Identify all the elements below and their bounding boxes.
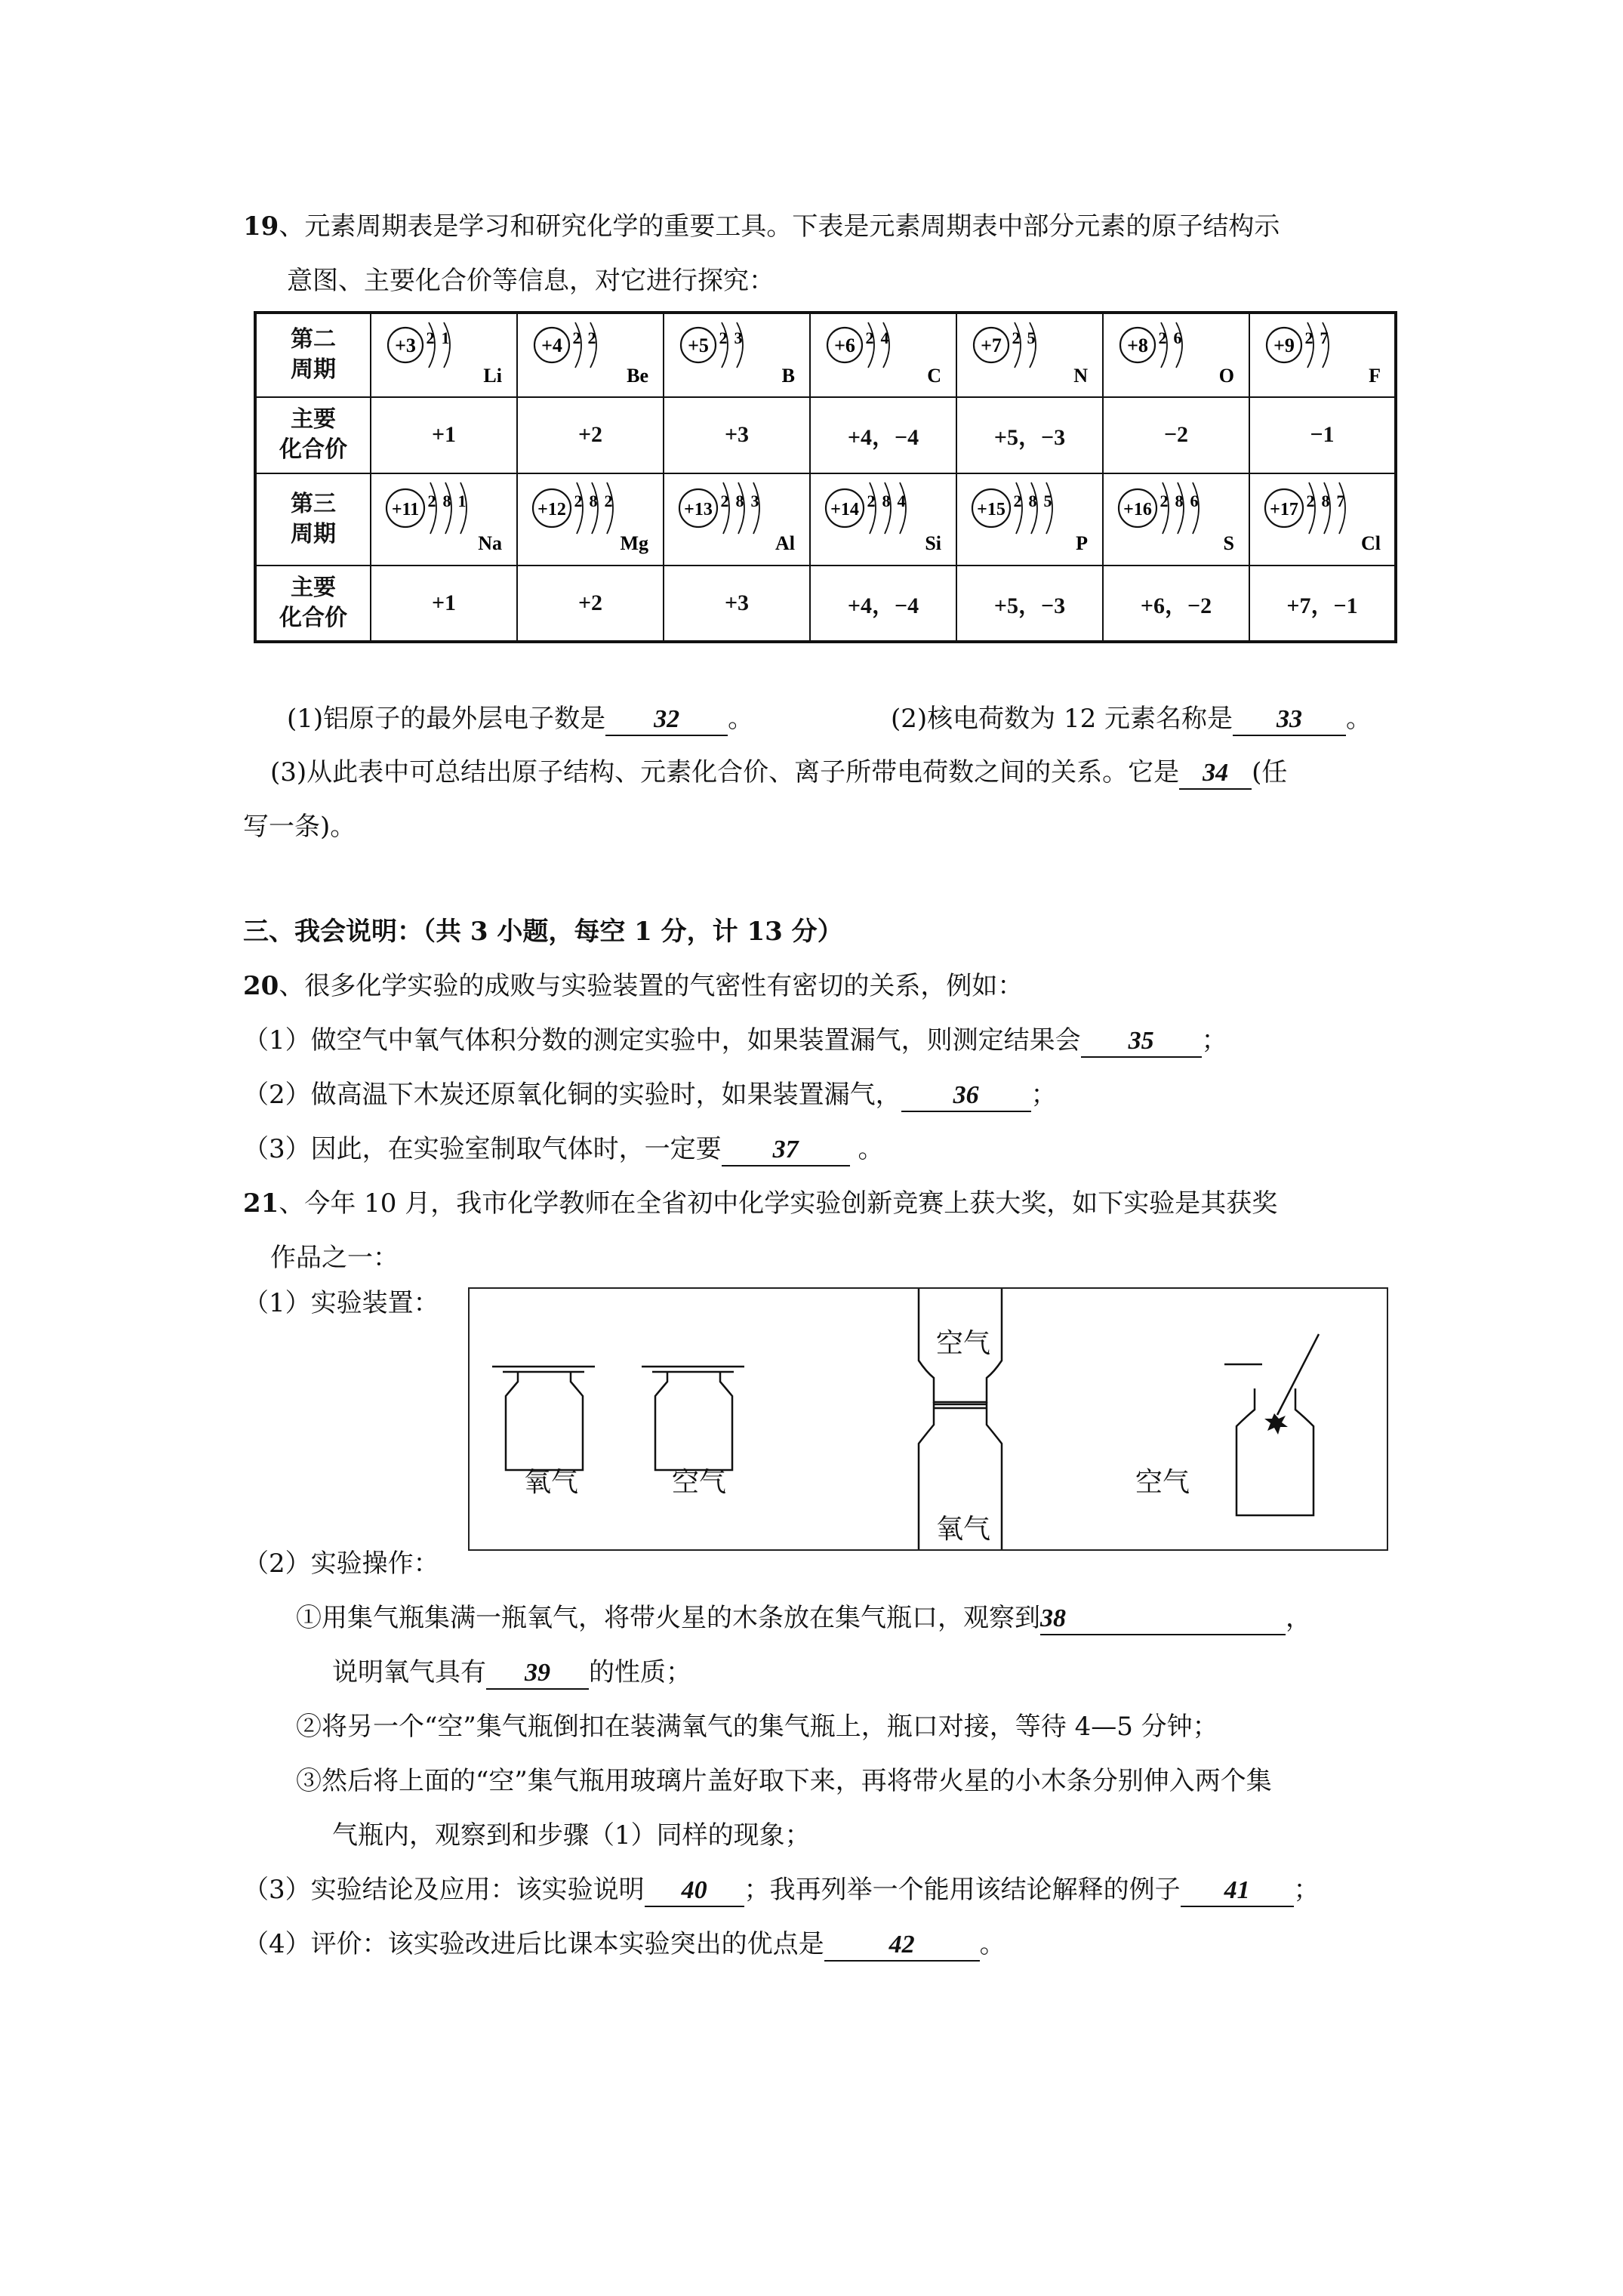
apparatus-drawing xyxy=(470,1289,1387,1549)
nucleus-charge: +15 xyxy=(977,500,1006,520)
gas-jar-2 xyxy=(642,1367,744,1470)
q20-number: 20 xyxy=(243,971,279,1001)
answer-blank-37[interactable]: 37 xyxy=(722,1135,850,1166)
q19-sub2 xyxy=(891,704,1372,736)
atom-structure-diagram xyxy=(1104,319,1248,391)
element-symbol: O xyxy=(1218,364,1234,387)
atom-cell xyxy=(1249,473,1396,566)
element-symbol: N xyxy=(1073,364,1088,387)
shell-electron-count: 8 xyxy=(442,492,451,511)
shell-electron-count: 2 xyxy=(865,328,874,347)
q21-sub1: （1）实验装置： xyxy=(243,1288,439,1318)
valence-cell: +5，−3 xyxy=(956,566,1103,642)
q19-text-1: 、元素周期表是学习和研究化学的重要工具。下表是元素周期表中部分元素的原子结构示 xyxy=(279,211,1280,242)
apparatus-figure xyxy=(468,1287,1388,1551)
q20-item2 xyxy=(243,1080,1057,1112)
q21-line1 xyxy=(243,1188,1277,1219)
answer-blank-40[interactable]: 40 xyxy=(645,1875,744,1907)
atom-cell xyxy=(371,473,517,566)
atom-structure-diagram xyxy=(812,319,955,391)
shell-electron-count: 8 xyxy=(1028,492,1037,511)
valence-cell: +3 xyxy=(664,566,810,642)
shell-electron-count: 4 xyxy=(880,328,889,347)
jar3-bottom-label: 氧气 xyxy=(936,1514,991,1545)
valence-cell: +3 xyxy=(664,397,810,473)
valence3-row xyxy=(255,566,1396,642)
q21-op1-end: ， xyxy=(1286,1603,1311,1633)
shell-electron-count: 2 xyxy=(1306,492,1314,511)
nucleus-charge: +12 xyxy=(537,500,566,520)
answer-blank-35[interactable]: 35 xyxy=(1081,1026,1202,1058)
shell-electron-count: 8 xyxy=(589,492,598,511)
q21-sub2: （2）实验操作： xyxy=(243,1549,439,1579)
answer-blank-39[interactable]: 39 xyxy=(486,1658,589,1690)
shell-electron-count: 8 xyxy=(735,492,744,511)
shell-electron-count: 1 xyxy=(457,492,467,511)
shell-electron-count: 6 xyxy=(1190,492,1199,511)
atom-structure-diagram xyxy=(519,479,662,559)
q19-sub3-text: (3)从此表中可总结出原子结构、元素化合价、离子所带电荷数之间的关系。它是 xyxy=(270,757,1180,787)
shell-electron-count: 6 xyxy=(1173,328,1182,347)
atom-structure-diagram xyxy=(372,319,516,391)
shell-electron-count: 2 xyxy=(1013,492,1022,511)
shell-electron-count: 1 xyxy=(441,328,450,347)
nucleus-charge: +5 xyxy=(688,334,709,356)
q20-item2-text: （2）做高温下木炭还原氧化铜的实验时，如果装置漏气， xyxy=(243,1080,901,1110)
nucleus-charge: +6 xyxy=(834,334,855,356)
atom-structure-diagram xyxy=(958,319,1101,391)
period3-row xyxy=(255,473,1396,566)
element-symbol: Cl xyxy=(1360,532,1381,555)
q20-text: 、很多化学实验的成败与实验装置的气密性有密切的关系，例如： xyxy=(279,971,1024,1001)
nucleus-charge: +11 xyxy=(391,500,420,520)
q20-line xyxy=(243,971,1023,1001)
atom-cell xyxy=(810,473,956,566)
valence-cell: +1 xyxy=(371,566,517,642)
valence-cell: −1 xyxy=(1249,397,1396,473)
atom-cell xyxy=(664,473,810,566)
element-symbol: P xyxy=(1076,532,1088,555)
nucleus-charge: +9 xyxy=(1273,334,1295,356)
q21-sub4-text: （4）评价：该实验改进后比课本实验突出的优点是 xyxy=(243,1929,824,1959)
answer-blank-32[interactable]: 32 xyxy=(605,704,728,736)
q21-sub4 xyxy=(243,1929,1006,1962)
jar1-label: 氧气 xyxy=(524,1467,579,1498)
q19-sub2-text: (2)核电荷数为 12 元素名称是 xyxy=(891,704,1233,734)
atom-cell xyxy=(517,313,664,397)
q20-item3-end: 。 xyxy=(849,1134,884,1164)
answer-blank-38[interactable]: 38 xyxy=(1040,1604,1286,1635)
element-symbol: C xyxy=(927,364,941,387)
shell-electron-count: 5 xyxy=(1043,492,1052,511)
nucleus-charge: +7 xyxy=(981,334,1002,356)
nucleus-charge: +14 xyxy=(830,500,859,520)
q19-number: 19 xyxy=(243,211,279,242)
atom-structure-diagram xyxy=(1251,319,1394,391)
shell-electron-count: 2 xyxy=(720,492,729,511)
shell-electron-count: 5 xyxy=(1027,328,1036,347)
valence-cell: +5，−3 xyxy=(956,397,1103,473)
jar4-label: 空气 xyxy=(1135,1467,1190,1498)
q20-item3-text: （3）因此，在实验室制取气体时，一定要 xyxy=(243,1134,722,1164)
q21-op1b-text: 说明氧气具有 xyxy=(332,1657,486,1687)
nucleus-charge: +3 xyxy=(395,334,416,356)
q21-sub3-text: （3）实验结论及应用：该实验说明 xyxy=(243,1875,645,1905)
shell-electron-count: 2 xyxy=(587,328,596,347)
q21-op1b-end: 的性质； xyxy=(589,1657,691,1687)
answer-blank-41[interactable]: 41 xyxy=(1181,1875,1294,1907)
shell-electron-count: 2 xyxy=(1304,328,1313,347)
shell-electron-count: 8 xyxy=(1175,492,1184,511)
shell-electron-count: 8 xyxy=(882,492,891,511)
q21-op1 xyxy=(296,1603,1311,1635)
q21-op1-text: ①用集气瓶集满一瓶氧气，将带火星的木条放在集气瓶口，观察到 xyxy=(296,1603,1040,1633)
q21-sub4-end: 。 xyxy=(979,1929,1006,1959)
element-symbol: Si xyxy=(925,532,941,555)
valence-cell: −2 xyxy=(1103,397,1249,473)
row-head-period2: 第二 周期 xyxy=(255,313,371,397)
atom-structure-diagram xyxy=(812,479,955,559)
q21-sub3 xyxy=(243,1875,1320,1907)
nucleus-charge: +13 xyxy=(684,500,713,520)
valence-cell: +1 xyxy=(371,397,517,473)
shell-electron-count: 7 xyxy=(1336,492,1344,511)
shell-electron-count: 4 xyxy=(897,492,906,511)
shell-electron-count: 2 xyxy=(1012,328,1021,347)
nucleus-charge: +8 xyxy=(1127,334,1148,356)
valence-cell: +4，−4 xyxy=(810,397,956,473)
section3-title: 三、我会说明：（共 3 小题，每空 1 分，计 13 分） xyxy=(243,917,843,947)
q19-sub2-end: 。 xyxy=(1346,704,1372,734)
q19-sub1-text: (1)铝原子的最外层电子数是 xyxy=(287,704,606,734)
answer-blank-34[interactable]: 34 xyxy=(1179,758,1252,790)
q20-item1 xyxy=(243,1025,1227,1058)
jar3-top-label: 空气 xyxy=(936,1328,991,1359)
answer-blank-33[interactable]: 33 xyxy=(1233,704,1346,736)
q21-op2: ②将另一个“空”集气瓶倒扣在装满氧气的集气瓶上，瓶口对接，等待 4—5 分钟； xyxy=(296,1712,1218,1742)
atom-structure-diagram xyxy=(665,479,808,559)
valence-cell: +2 xyxy=(517,397,664,473)
q21-op3-line2: 气瓶内，观察到和步骤（1）同样的现象； xyxy=(332,1820,811,1851)
shell-electron-count: 2 xyxy=(719,328,728,347)
element-symbol: B xyxy=(781,364,795,387)
atom-structure-diagram xyxy=(1104,479,1248,559)
atom-cell xyxy=(1103,473,1249,566)
q19-sub3-line2: 写一条)。 xyxy=(243,812,356,842)
atom-structure-diagram xyxy=(958,479,1101,559)
shell-electron-count: 2 xyxy=(867,492,876,511)
shell-electron-count: 3 xyxy=(750,492,759,511)
q20-item1-end: ； xyxy=(1201,1025,1227,1056)
shell-electron-count: 2 xyxy=(574,492,583,511)
valence-cell: +4，−4 xyxy=(810,566,956,642)
q21-sub3-end: ； xyxy=(1293,1875,1320,1905)
atom-cell xyxy=(810,313,956,397)
element-symbol: Li xyxy=(483,364,502,387)
element-symbol: S xyxy=(1223,532,1234,555)
q21-text-1: 、今年 10 月，我市化学教师在全省初中化学实验创新竞赛上获大奖，如下实验是其获奖 xyxy=(279,1188,1278,1219)
nucleus-charge: +4 xyxy=(541,334,562,356)
q19-sub3-end: (任 xyxy=(1252,757,1288,787)
shell-electron-count: 2 xyxy=(1160,492,1169,511)
q19-text-2: 意图、主要化合价等信息，对它进行探究： xyxy=(287,266,775,296)
shell-electron-count: 8 xyxy=(1321,492,1329,511)
element-symbol: F xyxy=(1368,364,1381,387)
atom-structure-diagram xyxy=(665,319,808,391)
q19-line1 xyxy=(243,211,1280,242)
periodic-table xyxy=(254,311,1397,643)
shell-electron-count: 7 xyxy=(1320,328,1328,347)
atom-structure-diagram xyxy=(519,319,662,391)
row-head-valence3: 主要 化合价 xyxy=(255,566,371,642)
atom-cell xyxy=(956,473,1103,566)
shell-electron-count: 2 xyxy=(1158,328,1167,347)
q19-sub1-end: 。 xyxy=(728,704,754,734)
q21-sub3-mid: ；我再列举一个能用该结论解释的例子 xyxy=(744,1875,1181,1905)
element-symbol: Be xyxy=(627,364,648,387)
element-symbol: Na xyxy=(478,532,502,555)
element-symbol: Al xyxy=(775,532,795,555)
q21-number: 21 xyxy=(243,1188,279,1219)
shell-electron-count: 2 xyxy=(572,328,581,347)
atom-cell xyxy=(956,313,1103,397)
q21-op3-line1: ③然后将上面的“空”集气瓶用玻璃片盖好取下来，再将带火星的小木条分别伸入两个集 xyxy=(296,1766,1272,1796)
shell-electron-count: 2 xyxy=(427,492,436,511)
nucleus-charge: +17 xyxy=(1269,500,1298,520)
answer-blank-36[interactable]: 36 xyxy=(901,1080,1031,1112)
q20-item3 xyxy=(243,1134,883,1166)
atom-cell xyxy=(371,313,517,397)
period2-row xyxy=(255,313,1396,397)
q19-sub3 xyxy=(270,757,1287,790)
valence-cell: +6，−2 xyxy=(1103,566,1249,642)
q19-sub1 xyxy=(287,704,753,736)
row-head-period3: 第三 周期 xyxy=(255,473,371,566)
glowing-splint-spark xyxy=(1264,1413,1288,1435)
gas-jar-1 xyxy=(492,1367,595,1470)
q21-text-2: 作品之一： xyxy=(270,1243,399,1273)
shell-electron-count: 2 xyxy=(604,492,613,511)
q20-item2-end: ； xyxy=(1030,1080,1057,1110)
q20-item1-text: （1）做空气中氧气体积分数的测定实验中，如果装置漏气，则测定结果会 xyxy=(243,1025,1081,1056)
row-head-valence2: 主要 化合价 xyxy=(255,397,371,473)
valence-cell: +7，−1 xyxy=(1249,566,1396,642)
atom-cell xyxy=(664,313,810,397)
jar2-label: 空气 xyxy=(672,1467,727,1498)
atom-structure-diagram xyxy=(1251,479,1394,559)
atom-cell xyxy=(517,473,664,566)
q21-op1b xyxy=(332,1657,691,1690)
element-symbol: Mg xyxy=(620,532,648,555)
answer-blank-42[interactable]: 42 xyxy=(824,1930,980,1962)
shell-electron-count: 3 xyxy=(734,328,743,347)
atom-cell xyxy=(1103,313,1249,397)
atom-structure-diagram xyxy=(372,479,516,559)
valence2-row xyxy=(255,397,1396,473)
valence-cell: +2 xyxy=(517,566,664,642)
shell-electron-count: 2 xyxy=(426,328,435,347)
atom-cell xyxy=(1249,313,1396,397)
nucleus-charge: +16 xyxy=(1123,500,1152,520)
